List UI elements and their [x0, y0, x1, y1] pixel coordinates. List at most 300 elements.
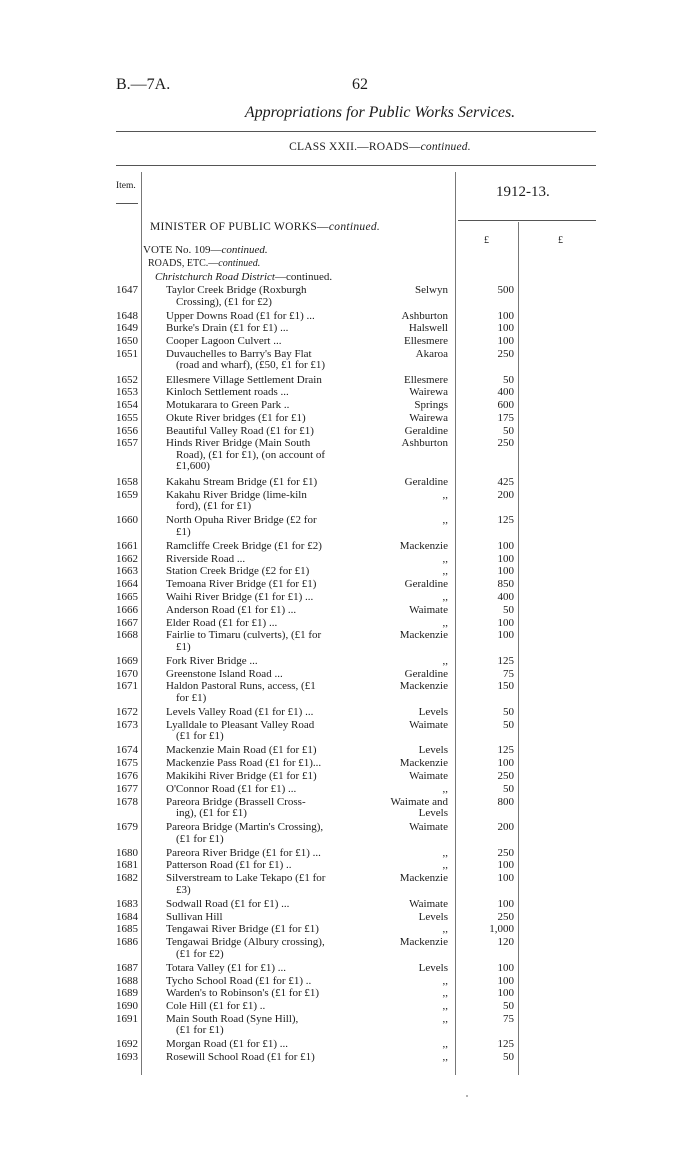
description-line: (£1 for £1): [176, 1025, 224, 1037]
item-number: 1682: [116, 872, 138, 885]
item-amount: 1,000: [489, 923, 514, 936]
item-location: [368, 579, 448, 591]
item-amount: 120: [497, 936, 514, 949]
minister-heading-suffix: continued.: [328, 221, 381, 233]
description-line: (£1 for £1): [176, 731, 224, 743]
item-amount: 425: [497, 475, 514, 488]
item-amount: 100: [497, 897, 514, 910]
item-number: 1685: [116, 923, 138, 936]
item-location: [368, 1014, 448, 1026]
item-number: 1692: [116, 1038, 138, 1051]
location-line: Levels: [418, 807, 448, 819]
item-description: [166, 285, 370, 308]
item-description: [166, 681, 370, 704]
location-line: ,,: [442, 1038, 448, 1051]
item-location: [368, 924, 448, 936]
item-location: [368, 554, 448, 566]
location-line: Geraldine: [404, 475, 448, 488]
item-location: [368, 311, 448, 323]
item-location: [368, 285, 448, 297]
item-location: [368, 336, 448, 348]
description-line: £1): [176, 641, 191, 653]
item-location: [368, 899, 448, 911]
item-number: 1662: [116, 552, 138, 565]
item-description: [166, 822, 370, 845]
item-amount: 100: [497, 987, 514, 1000]
item-description: [166, 873, 370, 896]
location-line: Levels: [418, 706, 448, 718]
item-description: [166, 566, 370, 578]
item-column-divider: [141, 172, 142, 1075]
location-line: Wairewa: [409, 411, 448, 424]
item-number: 1649: [116, 322, 138, 335]
location-line: Waimate: [409, 769, 448, 782]
description-line: £1,600): [176, 461, 210, 473]
item-location: [368, 618, 448, 630]
item-number: 1661: [116, 539, 138, 552]
item-number: 1665: [116, 590, 138, 603]
location-line: Mackenzie: [399, 757, 448, 770]
item-location: [368, 848, 448, 860]
item-description: [166, 336, 370, 348]
description-line: Temoana River Bridge (£1 for £1): [166, 579, 317, 591]
roads-heading-prefix: ROADS, ETC.—: [148, 258, 219, 269]
description-line: Hinds River Bridge (Main South: [166, 438, 311, 450]
item-description: [166, 656, 370, 668]
description-line: (road and wharf), (£50, £1 for £1): [176, 360, 326, 372]
description-line: Taylor Creek Bridge (Roxburgh: [166, 285, 307, 296]
item-description: [166, 1039, 370, 1051]
description-line: Crossing), (£1 for £2): [176, 296, 272, 308]
description-line: Cooper Lagoon Culvert ...: [166, 336, 282, 348]
description-line: Pareora Bridge (Brassell Cross-: [166, 796, 306, 808]
item-description: [166, 426, 370, 438]
item-number: 1693: [116, 1051, 138, 1064]
item-amount: 850: [497, 578, 514, 591]
location-line: Waimate: [409, 821, 448, 833]
location-line: Waimate: [409, 603, 448, 616]
location-line: ,,: [442, 488, 448, 501]
currency-symbol-2: £: [558, 235, 563, 246]
item-amount: 100: [497, 539, 514, 552]
item-amount: 100: [497, 309, 514, 322]
item-number: 1691: [116, 1012, 138, 1025]
item-amount: 250: [497, 769, 514, 782]
item-description: [166, 515, 370, 538]
description-line: Fork River Bridge ...: [166, 655, 258, 667]
location-line: Mackenzie: [399, 629, 448, 642]
item-number: 1684: [116, 910, 138, 923]
district-heading-suffix: —continued.: [274, 271, 333, 283]
description-line: Duvauchelles to Barry's Bay Flat: [166, 348, 312, 360]
item-amount: 100: [497, 757, 514, 770]
description-line: £3): [176, 884, 191, 896]
description-line: North Opuha River Bridge (£2 for: [166, 515, 317, 527]
item-location: [368, 1039, 448, 1051]
item-amount: 125: [497, 1038, 514, 1051]
item-location: [368, 375, 448, 387]
item-amount: 50: [503, 373, 514, 386]
description-line: O'Connor Road (£1 for £1) ...: [166, 783, 297, 795]
vote-heading: [143, 244, 268, 256]
item-location: [368, 797, 448, 820]
item-amount: 400: [497, 590, 514, 603]
top-rule: [116, 131, 596, 132]
description-line: Pareora Bridge (Martin's Crossing),: [166, 822, 324, 833]
item-number: 1652: [116, 373, 138, 386]
location-line: Ashburton: [401, 309, 448, 322]
location-line: Akaroa: [415, 347, 448, 360]
description-line: Tengawai River Bridge (£1 for £1): [166, 924, 319, 936]
vote-heading-suffix: continued.: [221, 244, 268, 256]
description-line: Morgan Road (£1 for £1) ...: [166, 1039, 288, 1051]
item-number: 1683: [116, 897, 138, 910]
item-location: [368, 822, 448, 834]
item-number: 1658: [116, 475, 138, 488]
description-line: Kakahu River Bridge (lime-kiln: [166, 489, 307, 501]
item-amount: 50: [503, 706, 514, 718]
item-number: 1690: [116, 1000, 138, 1013]
item-number: 1680: [116, 846, 138, 859]
item-description: [166, 924, 370, 936]
location-line: ,,: [442, 590, 448, 603]
item-location: [368, 323, 448, 335]
item-location: [368, 477, 448, 489]
location-line: ,,: [442, 565, 448, 578]
item-location: [368, 541, 448, 553]
location-line: Ellesmere: [404, 335, 448, 348]
item-amount: 150: [497, 680, 514, 693]
item-amount: 250: [497, 347, 514, 360]
item-number: 1687: [116, 961, 138, 974]
item-location: [368, 912, 448, 924]
item-location: [368, 937, 448, 949]
item-description: [166, 1014, 370, 1037]
item-amount: 100: [497, 974, 514, 987]
item-amount: 100: [497, 616, 514, 629]
location-line: ,,: [442, 514, 448, 527]
location-line: Waimate and: [390, 795, 448, 808]
description-line: Makikihi River Bridge (£1 for £1): [166, 770, 317, 782]
description-line: Totara Valley (£1 for £1) ...: [166, 962, 286, 974]
location-line: ,,: [442, 616, 448, 629]
item-description: [166, 771, 370, 783]
item-amount: 125: [497, 654, 514, 667]
item-description: [166, 758, 370, 770]
class-heading-suffix: continued.: [420, 141, 471, 153]
item-number: 1668: [116, 629, 138, 642]
description-line: Ramcliffe Creek Bridge (£1 for £2): [166, 540, 322, 552]
item-amount: 50: [503, 424, 514, 437]
description-line: (£1 for £1): [176, 833, 224, 845]
item-amount: 250: [497, 437, 514, 450]
item-description: [166, 618, 370, 630]
description-line: Burke's Drain (£1 for £1) ...: [166, 323, 289, 335]
page-number: 62: [352, 76, 368, 93]
item-number: 1650: [116, 335, 138, 348]
location-line: ,,: [442, 552, 448, 565]
item-location: [368, 1001, 448, 1013]
vote-heading-prefix: VOTE No. 109—: [143, 244, 222, 256]
year-column-header: 1912-13.: [496, 184, 550, 200]
item-number: 1664: [116, 578, 138, 591]
item-number: 1686: [116, 936, 138, 949]
item-amount: 75: [503, 667, 514, 680]
item-description: [166, 707, 370, 719]
item-description: [166, 413, 370, 425]
district-heading: [155, 271, 332, 283]
location-line: Levels: [418, 744, 448, 757]
item-location: [368, 490, 448, 502]
item-number: 1671: [116, 680, 138, 693]
location-line: Mackenzie: [399, 539, 448, 552]
item-amount: 200: [497, 821, 514, 833]
amount-column-divider: [518, 222, 519, 1075]
item-description: [166, 988, 370, 1000]
class-heading: [0, 141, 700, 153]
item-amount: 250: [497, 910, 514, 923]
item-description: [166, 745, 370, 757]
item-number: 1655: [116, 411, 138, 424]
description-line: Main South Road (Syne Hill),: [166, 1013, 299, 1025]
location-line: ,,: [442, 1000, 448, 1013]
item-description: [166, 579, 370, 591]
item-description: [166, 1001, 370, 1013]
item-amount: 100: [497, 565, 514, 578]
item-amount: 500: [497, 284, 514, 296]
item-location: [368, 1052, 448, 1064]
item-amount: 125: [497, 514, 514, 527]
description-line: Beautiful Valley Road (£1 for £1): [166, 425, 314, 437]
item-location: [368, 605, 448, 617]
item-description: [166, 541, 370, 553]
item-description: [166, 375, 370, 387]
item-number: 1667: [116, 616, 138, 629]
location-line: Ashburton: [401, 437, 448, 450]
item-description: [166, 797, 370, 820]
description-line: Mackenzie Main Road (£1 for £1): [166, 745, 317, 757]
location-line: Geraldine: [404, 424, 448, 437]
item-amount: 50: [503, 718, 514, 731]
item-number: 1677: [116, 782, 138, 795]
item-number: 1675: [116, 757, 138, 770]
item-amount: 400: [497, 386, 514, 399]
item-location: [368, 707, 448, 719]
description-line: Warden's to Robinson's (£1 for £1): [166, 988, 320, 1000]
item-location: [368, 669, 448, 681]
item-header-rule: [116, 203, 138, 204]
location-line: Geraldine: [404, 578, 448, 591]
description-line: for £1): [176, 692, 207, 704]
item-number: 1669: [116, 654, 138, 667]
item-number: 1681: [116, 859, 138, 872]
item-location: [368, 592, 448, 604]
item-description: [166, 400, 370, 412]
location-line: ,,: [442, 654, 448, 667]
item-amount: 50: [503, 1051, 514, 1064]
description-line: Greenstone Island Road ...: [166, 668, 283, 680]
description-line: Kinloch Settlement roads ...: [166, 387, 289, 399]
item-location: [368, 400, 448, 412]
item-description: [166, 848, 370, 860]
location-line: Levels: [418, 961, 448, 974]
item-location: [368, 387, 448, 399]
item-location: [368, 860, 448, 872]
item-amount: 200: [497, 488, 514, 501]
location-line: Halswell: [408, 322, 448, 335]
item-number: 1648: [116, 309, 138, 322]
minister-heading-prefix: MINISTER OF PUBLIC WORKS—: [150, 221, 329, 233]
class-rule: [116, 165, 596, 166]
item-number: 1653: [116, 386, 138, 399]
item-location: [368, 784, 448, 796]
location-line: ,,: [442, 1051, 448, 1064]
item-number: 1676: [116, 769, 138, 782]
description-line: Elder Road (£1 for £1) ...: [166, 617, 278, 629]
description-line: Mackenzie Pass Road (£1 for £1)...: [166, 758, 322, 770]
description-line: Fairlie to Timaru (culverts), (£1 for: [166, 630, 322, 642]
item-amount: 50: [503, 603, 514, 616]
item-location: [368, 438, 448, 450]
item-number: 1674: [116, 744, 138, 757]
item-number: 1654: [116, 399, 138, 412]
description-line: ford), (£1 for £1): [176, 501, 252, 513]
item-amount: 125: [497, 744, 514, 757]
item-location: [368, 873, 448, 885]
description-line: Tycho School Road (£1 for £1) ..: [166, 975, 312, 987]
description-line: Motukarara to Green Park ..: [166, 400, 290, 412]
item-amount: 100: [497, 629, 514, 642]
location-line: Mackenzie: [399, 936, 448, 949]
item-location: [368, 681, 448, 693]
location-line: Mackenzie: [399, 680, 448, 693]
item-location: [368, 426, 448, 438]
district-heading-prefix: Christchurch Road District: [155, 271, 275, 283]
item-amount: 100: [497, 859, 514, 872]
item-amount: 600: [497, 399, 514, 412]
page-speck: [466, 1095, 468, 1097]
item-description: [166, 554, 370, 566]
item-description: [166, 860, 370, 872]
item-number: 1672: [116, 706, 138, 718]
location-line: Springs: [414, 399, 448, 412]
item-number: 1666: [116, 603, 138, 616]
item-location: [368, 988, 448, 1000]
description-line: Cole Hill (£1 for £1) ..: [166, 1001, 266, 1013]
item-amount: 250: [497, 846, 514, 859]
location-line: Waimate: [409, 897, 448, 910]
item-number: 1660: [116, 514, 138, 527]
item-description: [166, 784, 370, 796]
description-line: Okute River bridges (£1 for £1): [166, 412, 306, 424]
description-line: Sullivan Hill: [166, 911, 223, 923]
description-line: £1): [176, 526, 191, 538]
location-line: Geraldine: [404, 667, 448, 680]
description-line: Upper Downs Road (£1 for £1) ...: [166, 310, 315, 322]
location-line: Mackenzie: [399, 872, 448, 885]
item-description: [166, 592, 370, 604]
item-location: [368, 413, 448, 425]
item-location: [368, 656, 448, 668]
location-line: ,,: [442, 987, 448, 1000]
item-description: [166, 323, 370, 335]
item-number: 1689: [116, 987, 138, 1000]
location-line: ,,: [442, 974, 448, 987]
item-location: [368, 745, 448, 757]
item-amount: 50: [503, 782, 514, 795]
description-line: Anderson Road (£1 for £1) ...: [166, 604, 297, 616]
location-line: ,,: [442, 923, 448, 936]
location-line: Waimate: [409, 718, 448, 731]
item-description: [166, 720, 370, 743]
item-number: 1656: [116, 424, 138, 437]
item-description: [166, 1052, 370, 1064]
item-description: [166, 976, 370, 988]
description-line: Haldon Pastoral Runs, access, (£1: [166, 681, 316, 693]
item-description: [166, 937, 370, 960]
item-location: [368, 515, 448, 527]
item-description: [166, 630, 370, 653]
item-number: 1679: [116, 821, 138, 833]
description-line: Levels Valley Road (£1 for £1) ...: [166, 707, 314, 718]
description-line: (£1 for £2): [176, 948, 224, 960]
location-line: ,,: [442, 859, 448, 872]
description-line: Waihi River Bridge (£1 for £1) ...: [166, 591, 314, 603]
item-description: [166, 912, 370, 924]
description-line: Tengawai Bridge (Albury crossing),: [166, 937, 325, 949]
item-number: 1657: [116, 437, 138, 450]
description-line: ing), (£1 for £1): [176, 808, 247, 819]
description-line: Silverstream to Lake Tekapo (£1 for: [166, 873, 326, 885]
item-location: [368, 349, 448, 361]
year-rule: [458, 220, 596, 221]
item-amount: 75: [503, 1012, 514, 1025]
currency-symbol-1: £: [484, 235, 489, 246]
item-description: [166, 490, 370, 513]
item-amount: 100: [497, 552, 514, 565]
item-number: 1670: [116, 667, 138, 680]
item-location: [368, 720, 448, 732]
item-number: 1688: [116, 974, 138, 987]
item-location: [368, 963, 448, 975]
item-description: [166, 477, 370, 489]
description-line: Sodwall Road (£1 for £1) ...: [166, 898, 290, 910]
item-location: [368, 771, 448, 783]
item-description: [166, 899, 370, 911]
item-amount: 100: [497, 872, 514, 885]
item-description: [166, 438, 370, 473]
description-line: Ellesmere Village Settlement Drain: [166, 374, 322, 386]
item-amount: 100: [497, 961, 514, 974]
item-number: 1651: [116, 347, 138, 360]
minister-heading: [150, 221, 380, 233]
location-line: Levels: [418, 910, 448, 923]
description-line: Lyalldale to Pleasant Valley Road: [166, 719, 315, 731]
item-description: [166, 669, 370, 681]
item-column-header: Item.: [116, 181, 136, 191]
page-title: Appropriations for Public Works Services.: [244, 104, 516, 121]
item-description: [166, 605, 370, 617]
roads-heading-suffix: continued.: [218, 258, 261, 269]
description-line: Station Creek Bridge (£2 for £1): [166, 566, 310, 578]
item-location: [368, 976, 448, 988]
description-line: Pareora River Bridge (£1 for £1) ...: [166, 847, 321, 859]
description-line: Road), (£1 for £1), (on account of: [176, 449, 326, 461]
location-line: Ellesmere: [404, 373, 448, 386]
location-line: ,,: [442, 1012, 448, 1025]
item-number: 1659: [116, 488, 138, 501]
item-number: 1663: [116, 565, 138, 578]
